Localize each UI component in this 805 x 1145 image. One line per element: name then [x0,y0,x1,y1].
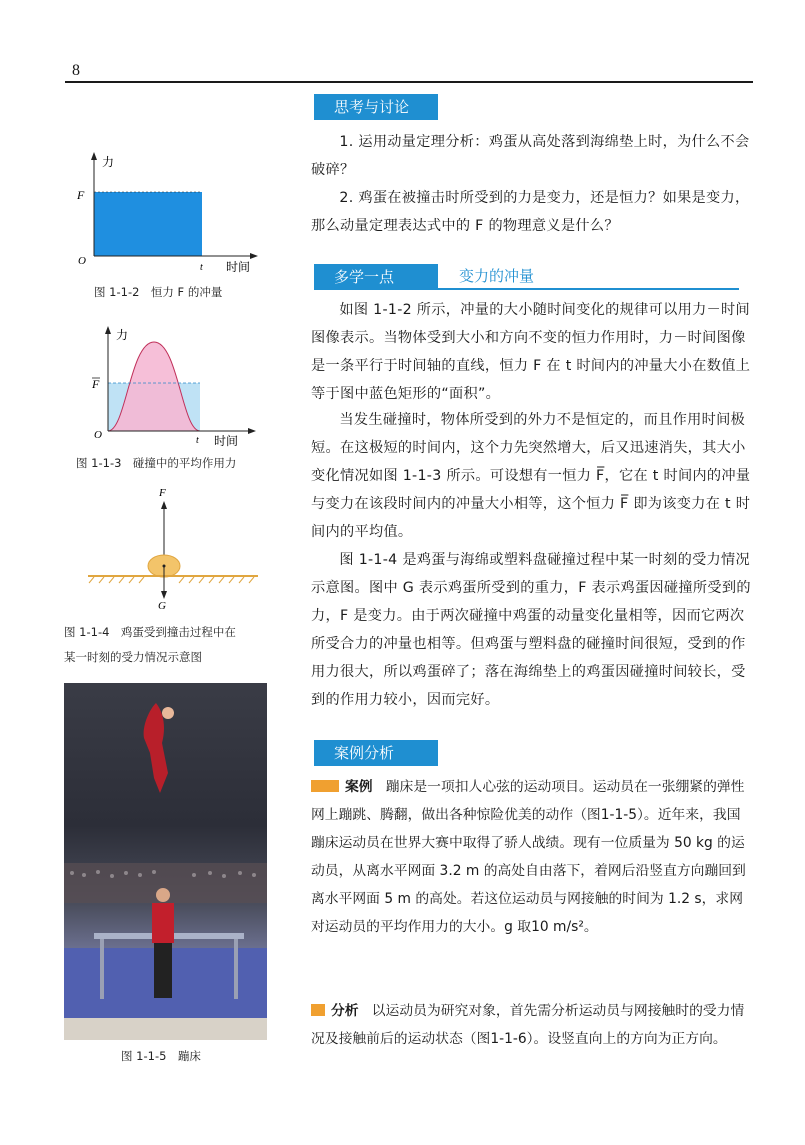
label-F: F [77,188,85,202]
label-G: G [158,600,166,612]
label-O: O [78,255,86,267]
caption-fig-1-1-2: 图 1-1-2 恒力 F 的冲量 [94,285,223,299]
case-text: 蹦床是一项扣人心弦的运动项目。运动员在一张绷紧的弹性网上蹦跳、腾翻，做出各种惊险优美的动作（图1-1-5）。近年来，我国蹦床运动员在世界大赛中取得了骄人战绩。现有一位质量为 50 kg 的运动员，从离水平网面 3.2 m 的高处自由落下，着网后沿竖直方向蹦回到离水平网面 5 m 的高处。若这位运动员与网接触的时间为 1.2 s，求网对运动员的平均作用力的大小。g 取10 m/s²。 [311,779,746,935]
caption-line-2: 某一时刻的受力情况示意图 [64,650,202,664]
section-heading-think-discuss: 思考与讨论 [314,94,438,120]
learn-more-paragraph-1: 如图 1-1-2 所示，冲量的大小随时间变化的规律可以用力－时间图像表示。当物体受到大小和方向不变的恒力作用时，力－时间图像是一条平行于时间轴的直线，恒力 F 在 t 时间内的冲量大小在数值上等于图中蓝色矩形的“面积”。 [311,302,751,402]
x-axis-label: 时间 [214,434,239,448]
analysis-tag [311,1004,325,1016]
analysis-block [311,997,751,1053]
case-label: 案例 [345,779,373,795]
caption-fig-1-1-4 [64,620,236,670]
impulse-rectangle [94,192,202,256]
x-axis-label: 时间 [226,260,251,274]
learn-more-paragraph-2: 当发生碰撞时，物体所受到的外力不是恒定的，而且作用时间极短。在这极短的时间内，这个力先突然增大，后又迅速消失，其大小变化情况如图 1-1-3 所示。可设想有一恒力 F̅，它在 t 时间内的冲量与变力在该段时间内的冲量大小相等，这个恒力 F̅ 即为该变力在 t 时间内的平均值。 [311,412,751,540]
label-F: F [159,487,166,499]
figure-average-force-graph [72,322,272,452]
label-F-bar: F [92,377,100,391]
y-axis-label: 力 [116,328,129,342]
section-heading-learn-more: 多学一点 [314,264,438,290]
caption-fig-1-1-5: 图 1-1-5 蹦床 [121,1049,201,1063]
think-question-2: 2. 鸡蛋在被撞击时所受到的力是变力，还是恒力？如果是变力，那么动量定理表达式中的 F 的物理意义是什么？ [311,190,750,234]
header-rule [65,81,753,83]
case-block [311,773,751,941]
page-number: 8 [72,62,80,79]
caption-fig-1-1-3: 图 1-1-3 碰撞中的平均作用力 [76,456,237,470]
case-tag [311,780,339,792]
section-subtitle-variable-force: 变力的冲量 [437,264,739,290]
figure-constant-force-graph [72,150,272,280]
label-t: t [200,262,203,273]
label-t: t [196,435,199,446]
y-axis-label: 力 [102,155,115,169]
label-O: O [94,429,102,441]
learn-more-paragraph-3: 图 1-1-4 是鸡蛋与海绵或塑料盘碰撞过程中某一时刻的受力情况示意图。图中 G 表示鸡蛋所受到的重力，F 表示鸡蛋因碰撞所受到的力，F 是变力。由于两次碰撞中鸡蛋的动量变化量相等，因而它两次所受合力的冲量也相等。但鸡蛋与塑料盘的碰撞时间很短，受到的作用力很大，所以鸡蛋碎了；落在海绵垫上的鸡蛋因碰撞时间较长，受到的作用力较小，因而完好。 [311,552,751,708]
trampoline-photo [64,683,267,1040]
analysis-text: 以运动员为研究对象，首先需分析运动员与网接触时的受力情况及接触前后的运动状态（图1-1-6）。设竖直向上的方向为正方向。 [311,1003,745,1047]
think-question-1: 1. 运用动量定理分析：鸡蛋从高处落到海绵垫上时，为什么不会破碎？ [311,134,750,178]
section-heading-case-analysis: 案例分析 [314,740,438,766]
figure-egg-force-diagram [86,484,266,614]
analysis-label: 分析 [331,1003,359,1019]
caption-line-1: 图 1-1-4 鸡蛋受到撞击过程中在 [64,625,236,639]
